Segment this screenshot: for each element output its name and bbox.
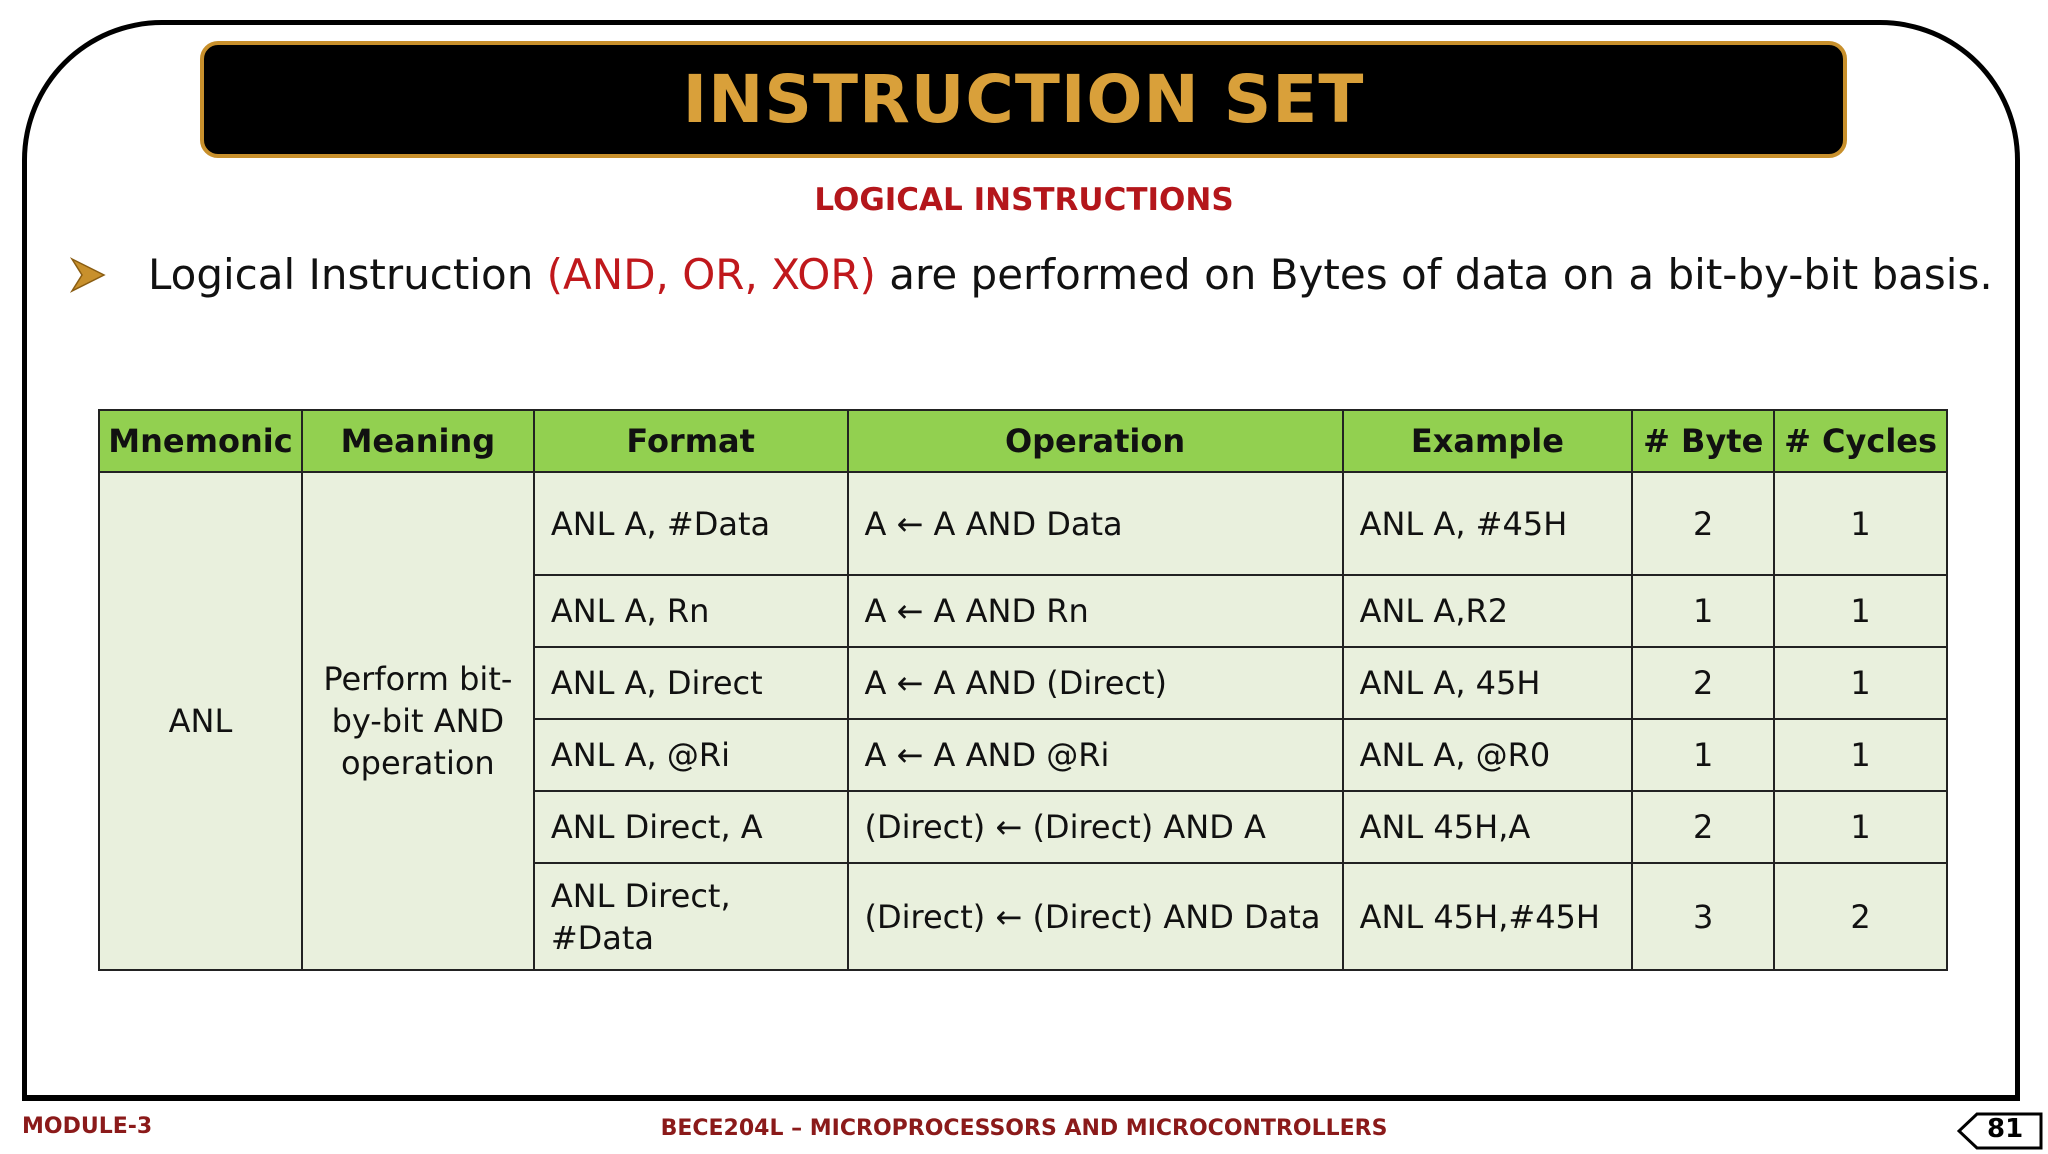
- operation-cell: A ← A AND Data: [848, 472, 1343, 575]
- page-title: INSTRUCTION SET: [682, 61, 1365, 138]
- bytes-cell: 2: [1632, 472, 1774, 575]
- mnemonic-cell: ANL: [99, 472, 302, 970]
- operation-cell: (Direct) ← (Direct) AND A: [848, 791, 1343, 863]
- meaning-text: Perform bit-by-bit AND operation: [323, 660, 513, 782]
- bytes-cell: 1: [1632, 575, 1774, 647]
- header-operation: Operation: [848, 410, 1343, 472]
- table-row: [99, 472, 1947, 575]
- cycles-cell: 1: [1774, 647, 1947, 719]
- bullet-text: [148, 250, 1993, 299]
- instruction-table: [98, 409, 1948, 971]
- format-cell: ANL A, @Ri: [534, 719, 848, 791]
- cycles-cell: 1: [1774, 791, 1947, 863]
- operation-cell: A ← A AND @Ri: [848, 719, 1343, 791]
- footer-course: BECE204L – MICROPROCESSORS AND MICROCONTROLLERS: [660, 1116, 1388, 1141]
- header-meaning: Meaning: [302, 410, 534, 472]
- format-cell: [534, 863, 848, 970]
- bytes-cell: 2: [1632, 647, 1774, 719]
- meaning-cell: [302, 472, 534, 970]
- format-text: ANL Direct, #Data: [550, 876, 731, 957]
- header-example: Example: [1343, 410, 1633, 472]
- bytes-cell: 2: [1632, 791, 1774, 863]
- example-cell: ANL A, @R0: [1343, 719, 1633, 791]
- header-mnemonic: Mnemonic: [99, 410, 302, 472]
- format-cell: ANL Direct, A: [534, 791, 848, 863]
- operation-cell: A ← A AND Rn: [848, 575, 1343, 647]
- section-subtitle: LOGICAL INSTRUCTIONS: [814, 182, 1234, 218]
- header-bytes: # Byte: [1632, 410, 1774, 472]
- cycles-cell: 1: [1774, 575, 1947, 647]
- header-cycles: # Cycles: [1774, 410, 1947, 472]
- format-cell: ANL A, Rn: [534, 575, 848, 647]
- arrow-bullet-icon: [70, 255, 106, 295]
- example-cell: ANL A,R2: [1343, 575, 1633, 647]
- operation-cell: A ← A AND (Direct): [848, 647, 1343, 719]
- title-banner: [200, 41, 1847, 158]
- bytes-cell: 3: [1632, 863, 1774, 970]
- page-number-tag: [1957, 1112, 2043, 1150]
- example-cell: ANL 45H,#45H: [1343, 863, 1633, 970]
- cycles-cell: 1: [1774, 472, 1947, 575]
- cycles-cell: 2: [1774, 863, 1947, 970]
- example-cell: ANL A, 45H: [1343, 647, 1633, 719]
- cycles-cell: 1: [1774, 719, 1947, 791]
- bullet-highlight: (AND, OR, XOR): [546, 250, 876, 299]
- example-cell: ANL 45H,A: [1343, 791, 1633, 863]
- bullet-text-post: are performed on Bytes of data on a bit-by-bit basis.: [875, 250, 1993, 299]
- page-number: 81: [1987, 1114, 2024, 1144]
- example-cell: ANL A, #45H: [1343, 472, 1633, 575]
- bytes-cell: 1: [1632, 719, 1774, 791]
- header-format: Format: [534, 410, 848, 472]
- footer-module: MODULE-3: [22, 1114, 153, 1139]
- bullet-text-pre: Logical Instruction: [148, 250, 547, 299]
- operation-cell: (Direct) ← (Direct) AND Data: [848, 863, 1343, 970]
- format-cell: ANL A, Direct: [534, 647, 848, 719]
- table-header-row: [99, 410, 1947, 472]
- bullet-point: [70, 250, 1993, 299]
- format-cell: ANL A, #Data: [534, 472, 848, 575]
